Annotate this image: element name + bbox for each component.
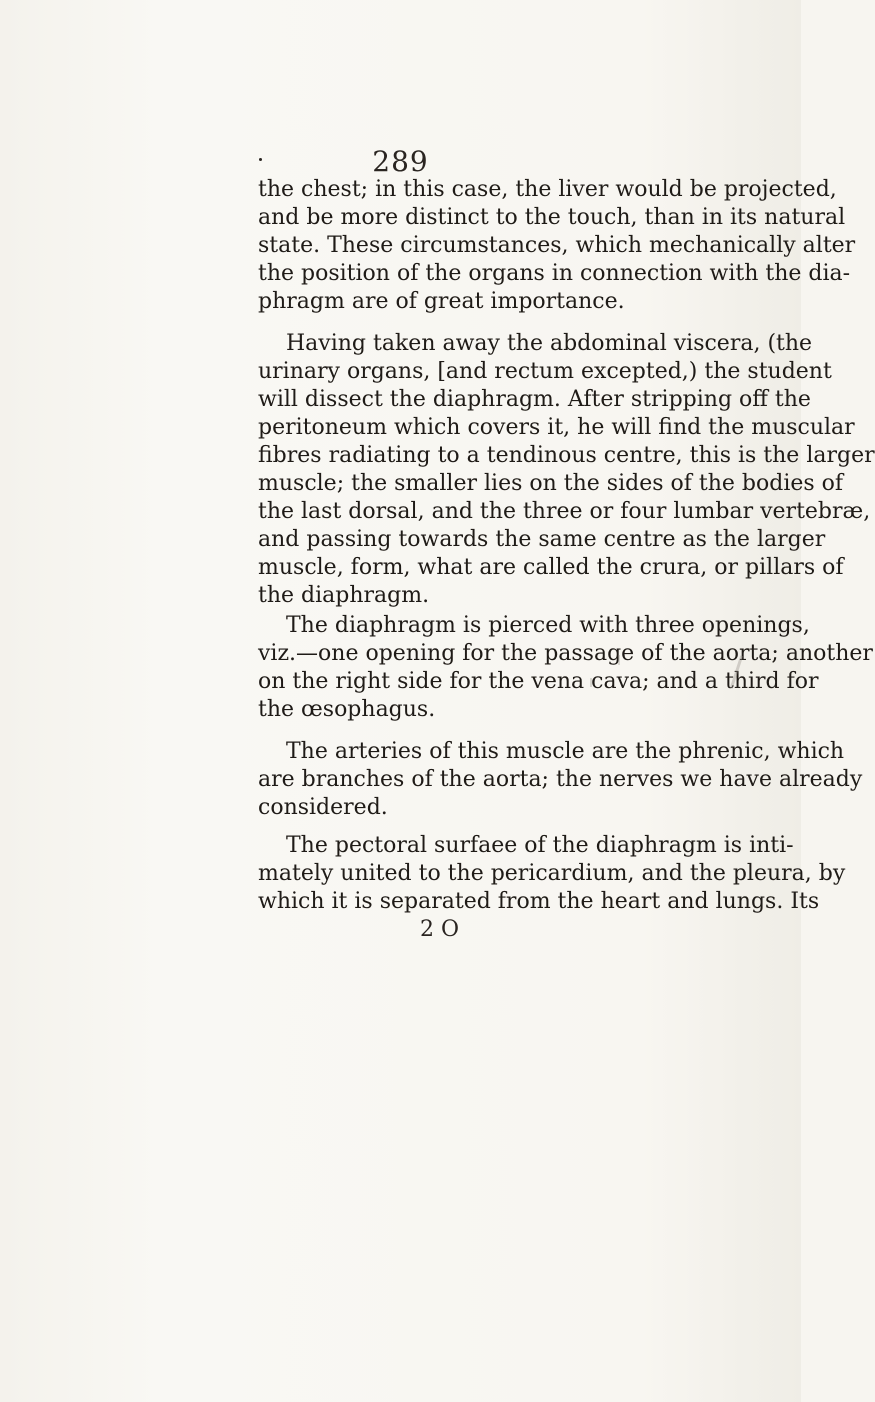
text-line: urinary organs, [and rectum excepted,) the student (258, 359, 832, 384)
text-line: and passing towards the same centre as the larger (258, 527, 826, 552)
text-line: which it is separated from the heart and lungs. Its (258, 889, 820, 914)
text-line: viz.—one opening for the passage of the aorta; another (258, 641, 873, 666)
text-line: the œsophagus. (258, 697, 436, 722)
text-line: phragm are of great importance. (258, 289, 625, 314)
text-line: peritoneum which covers it, he will find the muscular (258, 415, 855, 440)
page-number: 289 (372, 145, 429, 178)
text-line: mately united to the pericardium, and the pleura, by (258, 861, 846, 886)
text-line: muscle, form, what are called the crura, or pillars of (258, 555, 844, 580)
text-line: on the right side for the vena cava; and a third for (258, 669, 819, 694)
paragraph-2 (258, 330, 875, 610)
paragraph-3 (258, 612, 873, 724)
text-line: the position of the organs in connection with the dia- (258, 261, 851, 286)
text-line: The pectoral surfaee of the diaphragm is inti- (286, 833, 794, 858)
text-line: The diaphragm is pierced with three openings, (286, 613, 810, 638)
text-line: the last dorsal, and the three or four lumbar vertebræ, (258, 499, 871, 524)
text-line: The arteries of this muscle are the phrenic, which (286, 739, 845, 764)
paper-mark (618, 655, 620, 665)
text-line: muscle; the smaller lies on the sides of the bodies of (258, 471, 844, 496)
text-line: considered. (258, 795, 388, 820)
text-line: will dissect the diaphragm. After stripping off the (258, 387, 811, 412)
paper-mark (590, 678, 592, 687)
signature-mark: 2 O (420, 917, 460, 942)
text-line: state. These circumstances, which mechanically alter (258, 233, 856, 258)
text-line: fibres radiating to a tendinous centre, this is the larger (258, 443, 875, 468)
text-line: Having taken away the abdominal viscera, (the (286, 331, 813, 356)
text-line: and be more distinct to the touch, than in its natural (258, 205, 846, 230)
paragraph-1 (258, 176, 856, 316)
paragraph-4 (258, 738, 863, 822)
text-line: the diaphragm. (258, 583, 430, 608)
text-line: the chest; in this case, the liver would be projected, (258, 177, 837, 202)
paragraph-5 (258, 832, 846, 916)
text-line: are branches of the aorta; the nerves we have already (258, 767, 863, 792)
